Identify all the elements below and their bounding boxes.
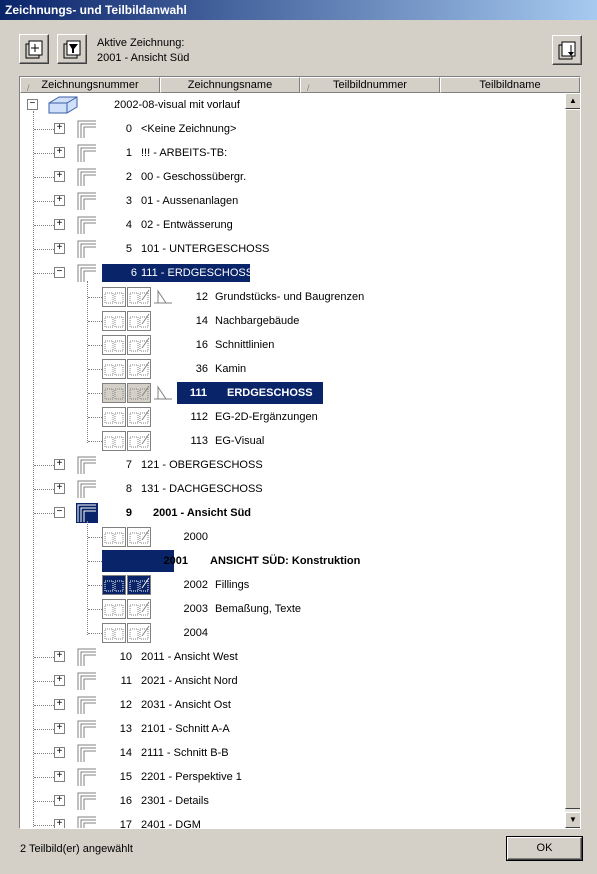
scroll-thumb[interactable] [565,109,581,809]
layer-extra-icon [152,287,176,307]
collapse-icon[interactable]: − [54,507,65,518]
drawing-number: 14 [119,747,132,759]
drawing-tree[interactable] [19,76,581,829]
tree-row[interactable] [20,549,565,573]
drawing-name: 2021 - Ansicht Nord [141,675,238,687]
drawing-icon [76,767,98,787]
scroll-down-icon[interactable]: ▼ [565,812,581,828]
drawing-icon [76,479,98,499]
drawing-name: 111 - ERDGESCHOSS [141,267,254,279]
tree-connector [88,393,102,394]
scroll-up-icon[interactable]: ▲ [565,93,581,109]
tree-connector [34,129,54,130]
layer-extra-icon [152,383,176,403]
tree-row[interactable] [20,501,565,525]
drawing-name: <Keine Zeichnung> [141,123,237,135]
expand-icon[interactable]: + [54,723,65,734]
tree-connector [34,825,54,826]
drawing-icon [76,263,98,283]
tree-row[interactable] [20,477,565,501]
column-drawing-number[interactable]: / Zeichnungsnummer [20,77,160,93]
layer-icon [102,527,126,547]
tree-connector [34,801,54,802]
drawing-number: 8 [125,483,132,495]
tree-connector [34,249,54,250]
layer-icon [127,335,151,355]
ok-button[interactable]: OK [507,837,582,860]
tree-connector [34,513,54,514]
layer-icon [102,575,126,595]
layer-number: 2003 [183,603,208,615]
tree-row[interactable] [20,261,565,285]
tree-row[interactable] [20,381,565,405]
tree-connector [88,297,102,298]
layer-icon [102,623,126,643]
layer-icon [102,599,126,619]
drawing-name: 121 - OBERGESCHOSS [141,459,263,471]
tree-row[interactable] [20,117,565,141]
layer-icon [102,287,126,307]
drawing-icon [76,167,98,187]
project-name: 2002-08-visual mit vorlauf [114,99,240,111]
tree-connector [88,321,102,322]
tree-connector [34,657,54,658]
drawing-number: 15 [119,771,132,783]
layer-name: ANSICHT SÜD: Konstruktion [210,555,361,567]
drawing-icon [76,815,98,828]
layer-name: Fillings [215,579,250,591]
drawing-icon [76,191,98,211]
drawing-name: 2111 - Schnitt B-B [141,747,229,759]
tree-connector [34,777,54,778]
drawing-icon [76,119,98,139]
tree-connector [34,729,54,730]
drawing-name: 2301 - Details [141,795,209,807]
expand-icon[interactable]: + [54,243,65,254]
drawing-number: 17 [119,819,132,828]
layer-icon [102,431,126,451]
drawing-selection[interactable] [102,264,254,282]
tree-connector [88,441,102,442]
tree-connector [34,489,54,490]
drawing-number: 9 [125,507,132,519]
drawing-number: 16 [119,795,132,807]
expand-icon[interactable]: + [54,483,65,494]
layer-selection[interactable] [177,382,323,404]
tree-connector [88,417,102,418]
tree-connector [34,273,54,274]
column-layer-number[interactable]: / Teilbildnummer [300,77,440,93]
sort-indicator-icon: / [307,83,310,93]
layer-number: 12 [195,291,208,303]
drawing-icon [76,215,98,235]
tree-rows [20,93,565,828]
column-drawing-name[interactable]: Zeichnungsname [160,77,300,93]
drawing-number: 4 [125,219,132,231]
drawing-name: 2101 - Schnitt A-A [141,723,230,735]
layer-icon [127,599,151,619]
drawing-name: 2401 - DGM [141,819,201,828]
layer-name: Bemaßung, Texte [215,603,302,615]
drawing-name: 2001 - Ansicht Süd [153,507,252,519]
drawing-number: 6 [130,267,137,279]
tree-row[interactable] [20,741,565,765]
drawing-number: 13 [119,723,132,735]
tree-row[interactable] [20,669,565,693]
layer-icon [127,407,151,427]
sort-icon [558,41,578,61]
layer-number: 2004 [183,627,208,639]
tree-row[interactable] [20,309,565,333]
layer-name: EG-2D-Ergänzungen [215,411,318,423]
expand-icon[interactable]: + [54,123,65,134]
drawing-name: 2011 - Ansicht West [141,651,238,663]
drawing-name: 101 - UNTERGESCHOSS [141,243,270,255]
tree-row[interactable] [20,597,565,621]
layer-icon [102,335,126,355]
layer-icon [127,359,151,379]
status-text: 2 Teilbild(er) angewählt [20,843,133,855]
layer-icon [127,623,151,643]
layer-name: Nachbargebäude [215,315,300,327]
tree-row[interactable] [20,765,565,789]
expand-icon[interactable]: + [54,675,65,686]
layer-name: Kamin [215,363,247,375]
drawing-icon [76,791,98,811]
tree-row[interactable] [20,285,565,309]
expand-icon[interactable]: + [54,195,65,206]
expand-icon[interactable]: + [54,819,65,828]
drawing-icon [76,743,98,763]
column-layer-name[interactable]: Teilbildname [440,77,580,93]
window-title: Zeichnungs- und Teilbildanwahl [0,0,597,20]
layer-icon [127,575,151,595]
drawing-number: 0 [125,123,132,135]
tree-row[interactable] [20,645,565,669]
tree-connector [34,753,54,754]
drawing-number: 12 [119,699,132,711]
drawing-icon [76,719,98,739]
drawing-icon [76,647,98,667]
drawing-icon [76,671,98,691]
tree-row[interactable] [20,405,565,429]
drawing-icon [76,503,98,523]
layer-number: 111 [189,387,207,399]
tree-row[interactable] [20,573,565,597]
layer-name: EG-Visual [215,435,265,447]
tree-connector [34,705,54,706]
tree-row[interactable] [20,357,565,381]
tree-row[interactable] [20,93,565,117]
drawing-name: 2201 - Perspektive 1 [141,771,242,783]
layer-icon [127,431,151,451]
expand-icon[interactable]: + [54,219,65,230]
layer-number: 2001 [163,555,188,567]
layer-icon [127,287,151,307]
tree-row[interactable] [20,717,565,741]
tree-row[interactable] [20,333,565,357]
drawing-name: 2031 - Ansicht Ost [141,699,231,711]
expand-icon[interactable]: + [54,651,65,662]
drawing-icon [76,239,98,259]
new-drawing-button[interactable] [19,34,49,64]
project-icon [47,95,69,115]
layer-number: 112 [190,411,208,423]
layer-name: Schnittlinien [215,339,275,351]
filter-drawing-button[interactable] [57,34,87,64]
drawing-add-icon [25,40,45,60]
collapse-icon[interactable]: − [54,267,65,278]
drawing-name: 01 - Aussenanlagen [141,195,239,207]
layer-number: 2000 [183,531,208,543]
tree-connector [88,369,102,370]
expand-icon[interactable]: + [54,771,65,782]
drawing-number: 7 [125,459,132,471]
active-drawing-info [97,36,189,66]
drawing-number: 11 [120,675,132,687]
layer-number: 36 [195,363,208,375]
tree-row[interactable] [20,429,565,453]
layer-icon [102,359,126,379]
tree-row[interactable] [20,237,565,261]
layer-number: 2002 [183,579,208,591]
tree-row[interactable] [20,621,565,645]
layer-number: 113 [190,435,208,447]
expand-icon[interactable]: + [54,147,65,158]
tree-connector [34,465,54,466]
expand-icon[interactable]: + [54,459,65,470]
tree-connector [88,345,102,346]
tree-connector [88,561,102,562]
drawing-name: 00 - Geschossübergr. [141,171,247,183]
tree-connector [88,633,102,634]
column-header [20,77,580,93]
layer-icon [127,527,151,547]
tree-row[interactable] [20,789,565,813]
tree-row[interactable] [20,693,565,717]
drawing-name: !!! - ARBEITS-TB: [141,147,228,159]
drawing-number: 3 [125,195,132,207]
layer-name: ERDGESCHOSS [227,387,313,399]
tree-connector [88,537,102,538]
expand-icon[interactable]: + [54,795,65,806]
expand-icon[interactable]: + [54,171,65,182]
layer-number: 14 [195,315,208,327]
layer-number: 16 [195,339,208,351]
tree-connector [34,153,54,154]
layer-selection[interactable] [102,550,361,572]
active-drawing-label: Aktive Zeichnung: [97,37,185,49]
tree-row[interactable] [20,453,565,477]
tree-connector [88,609,102,610]
sort-button[interactable] [552,35,582,65]
tree-connector [88,585,102,586]
drawing-icon [76,695,98,715]
tree-connector [34,177,54,178]
tree-connector [34,681,54,682]
collapse-icon[interactable]: − [27,99,38,110]
tree-connector [34,225,54,226]
layer-name: Grundstücks- und Baugrenzen [215,291,365,303]
tree-row[interactable] [20,525,565,549]
layer-icon [127,383,151,403]
drawing-name: 02 - Entwässerung [141,219,233,231]
drawing-number: 5 [125,243,132,255]
layer-icon [102,407,126,427]
tree-connector [34,201,54,202]
sort-indicator-icon: / [27,83,30,93]
tree-row[interactable] [20,189,565,213]
expand-icon[interactable]: + [54,747,65,758]
expand-icon[interactable]: + [54,699,65,710]
tree-row[interactable] [20,141,565,165]
tree-row[interactable] [20,813,565,828]
drawing-icon [76,143,98,163]
active-drawing-value: 2001 - Ansicht Süd [97,52,190,64]
vertical-scrollbar[interactable] [565,93,581,828]
drawing-filter-icon [63,40,83,60]
tree-row[interactable] [20,213,565,237]
drawing-icon [76,455,98,475]
layer-icon [127,311,151,331]
drawing-number: 1 [125,147,132,159]
layer-icon [102,311,126,331]
drawing-number: 10 [119,651,132,663]
drawing-name: 131 - DACHGESCHOSS [141,483,263,495]
drawing-number: 2 [125,171,132,183]
tree-row[interactable] [20,165,565,189]
layer-icon [102,383,126,403]
